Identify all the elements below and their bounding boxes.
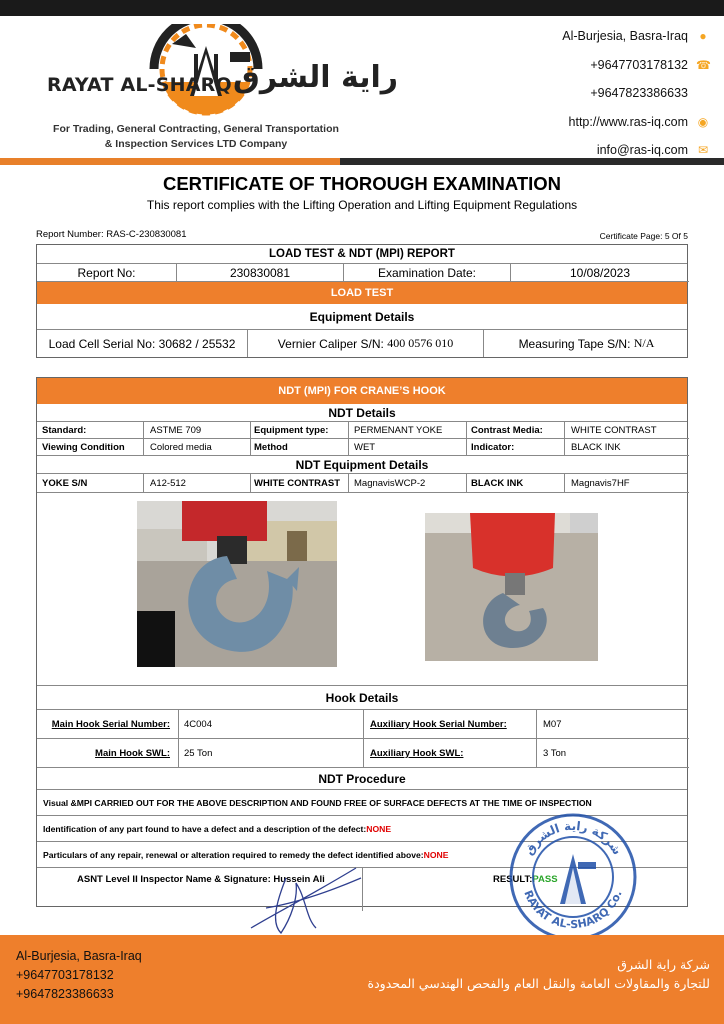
main-hook-swl-label: Main Hook SWL:: [95, 747, 170, 759]
phone-1-text: +9647703178132: [590, 57, 688, 72]
yoke-label: YOKE S/N: [37, 474, 144, 493]
footer-contact: [16, 947, 142, 1004]
defect-value: NONE: [366, 823, 392, 834]
main-hook-swl-value: 25 Ton: [179, 739, 364, 768]
inspector-signature: ASNT Level II Inspector Name & Signature: Hussein Ali: [37, 868, 363, 911]
equipment-details-heading: Equipment Details: [37, 304, 687, 330]
certificate-title: CERTIFICATE OF THOROUGH EXAMINATION: [162, 173, 562, 194]
contact-website[interactable]: [562, 108, 710, 137]
ndt-equipment-heading: NDT Equipment Details: [37, 456, 687, 474]
hook-swl-row: [37, 739, 687, 768]
ndt-row-2: [37, 439, 687, 456]
main-hook-serial-value: 4C004: [179, 710, 364, 739]
location-pin-icon: ●: [699, 29, 707, 44]
footer-address: Al-Burjesia, Basra-Iraq: [16, 949, 142, 963]
band-orange: [0, 158, 340, 165]
top-dark-bar: [0, 0, 724, 16]
certificate-page: Certificate Page: 5 Of 5: [599, 231, 688, 241]
hook-serial-row: [37, 710, 687, 739]
footer-ar-line-1: شركة راية الشرق: [617, 957, 710, 972]
ndt-row-1: [37, 422, 687, 439]
yoke-value: A12-512: [144, 474, 251, 493]
exam-date-value: 10/08/2023: [511, 264, 689, 282]
footer-ar-line-2: للتجارة والمقاولات العامة والنقل العام والفحص الهندسي المحدودة: [367, 976, 710, 991]
stamp-arabic-text: شركة راية الشرق: [521, 818, 625, 858]
tape-value: N/A: [633, 336, 655, 350]
contrast-media-label: Contrast Media:: [467, 422, 565, 439]
phone-icon: ☎: [696, 57, 711, 72]
main-hook-serial-label: Main Hook Serial Number:: [51, 718, 170, 730]
standard-value: ASTME 709: [144, 422, 251, 439]
aux-hook-swl-value: 3 Ton: [537, 739, 689, 768]
hook-photo-main: [137, 501, 337, 667]
repair-value: NONE: [423, 849, 449, 860]
phone-2-text: +9647823386633: [590, 86, 688, 100]
white-contrast-value: MagnavisWCP-2: [349, 474, 467, 493]
load-test-heading: LOAD TEST & NDT (MPI) REPORT: [37, 245, 687, 264]
defect-label: Identification of any part found to have a defect and a description of the defect:: [43, 823, 367, 834]
vernier-label: Vernier Caliper S/N:: [277, 336, 384, 351]
brand-name-en: RAYAT AL-SHARQ: [47, 74, 232, 96]
hook-details-heading: Hook Details: [37, 686, 687, 710]
band-dark: [340, 158, 724, 165]
letterhead: [0, 16, 724, 158]
inspector-signature-mark: [246, 858, 366, 938]
email-link[interactable]: info@ras-iq.com: [596, 143, 688, 157]
phone-spacer: [696, 86, 710, 100]
certificate-subtitle: This report complies with the Lifting Operation and Lifting Equipment Regulations: [146, 198, 578, 212]
globe-icon: ◉: [697, 114, 709, 129]
ndt-details-heading: NDT Details: [37, 404, 687, 422]
viewing-condition-value: Colored media: [144, 439, 251, 456]
brand-name-ar: راية الشرق: [233, 60, 399, 95]
equipment-details-row: [37, 330, 687, 357]
white-contrast-label: WHITE CONTRAST: [251, 474, 349, 493]
tagline-line-2: & Inspection Services LTD Company: [104, 138, 288, 150]
vernier-caliper: [248, 330, 484, 357]
contact-address: [562, 22, 710, 51]
indicator-label: Indicator:: [467, 439, 565, 456]
measuring-tape: [484, 330, 689, 357]
tape-label: Measuring Tape S/N:: [518, 336, 631, 351]
envelope-icon: ✉: [697, 143, 709, 158]
stamp-english-text: RAYAT AL-SHARQ Co.: [521, 888, 625, 932]
aux-hook-swl-label: Auxiliary Hook SWL:: [370, 747, 464, 759]
aux-hook-serial-label: Auxiliary Hook Serial Number:: [370, 718, 507, 730]
indicator-value: BLACK INK: [565, 439, 689, 456]
vernier-value: 400 0576 010: [387, 336, 454, 350]
black-ink-value: Magnavis7HF: [565, 474, 689, 493]
report-number: Report Number: RAS-C-230830081: [36, 229, 187, 240]
company-tagline: [0, 122, 392, 152]
aux-hook-serial-value: M07: [537, 710, 689, 739]
ndt-equipment-row: [37, 474, 687, 493]
exam-date-label: Examination Date:: [344, 264, 511, 282]
report-info-row: [37, 264, 687, 282]
contrast-media-value: WHITE CONTRAST: [565, 422, 689, 439]
procedure-line-1: Visual &MPI CARRIED OUT FOR THE ABOVE DESCRIPTION AND FOUND FREE OF SURFACE DEFECTS AT THE TIME OF INSPECTION: [37, 790, 687, 816]
website-link[interactable]: http://www.ras-iq.com: [568, 114, 688, 129]
repair-label: Particulars of any repair, renewal or alteration required to remedy the defect identified above:: [43, 849, 424, 860]
hook-photo-auxiliary: [425, 513, 598, 661]
equipment-type-value: PERMENANT YOKE: [349, 422, 467, 439]
standard-label: Standard:: [37, 422, 144, 439]
method-value: WET: [349, 439, 467, 456]
load-cell-serial: Load Cell Serial No: 30682 / 25532: [37, 330, 248, 357]
contact-block: [562, 22, 710, 165]
contact-phone-1: [562, 51, 710, 80]
report-no-value: 230830081: [177, 264, 344, 282]
ndt-banner: NDT (MPI) FOR CRANE’S HOOK: [37, 378, 687, 404]
black-ink-label: BLACK INK: [467, 474, 565, 493]
footer-phone-1: +9647703178132: [16, 968, 114, 982]
result-value: PASS: [532, 874, 558, 885]
load-test-table: [36, 244, 688, 358]
equipment-type-label: Equipment type:: [251, 422, 349, 439]
method-label: Method: [251, 439, 349, 456]
viewing-condition-label: Viewing Condition: [37, 439, 144, 456]
address-text: Al-Burjesia, Basra-Iraq: [562, 29, 688, 43]
footer-arabic: [368, 955, 710, 993]
header-divider-band: [0, 158, 724, 165]
company-stamp: [508, 812, 638, 942]
ndt-procedure-heading: NDT Procedure: [37, 768, 687, 790]
contact-phone-2: [562, 79, 710, 108]
report-no-label: Report No:: [37, 264, 177, 282]
result-label: RESULT:: [493, 874, 533, 885]
tagline-line-1: For Trading, General Contracting, General Transportation: [53, 123, 339, 135]
footer: [0, 935, 724, 1024]
load-test-banner: LOAD TEST: [37, 282, 687, 304]
footer-phone-2: +9647823386633: [16, 987, 114, 1001]
